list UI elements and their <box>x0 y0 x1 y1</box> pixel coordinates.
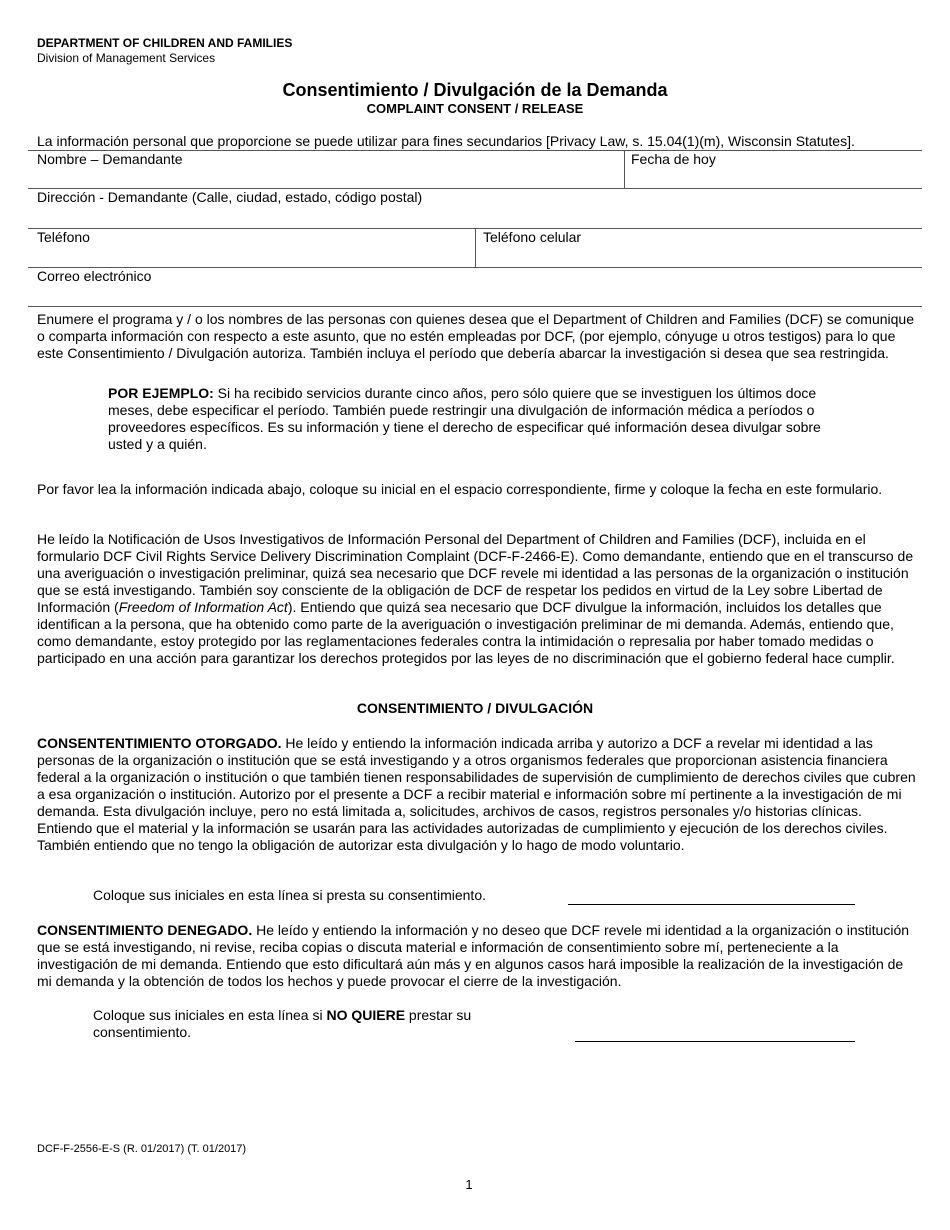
address-field[interactable]: Dirección - Demandante (Calle, ciudad, estado, código postal) <box>37 189 423 205</box>
consent-granted-lead: CONSENTENTIMIENTO OTORGADO. <box>37 735 282 751</box>
field-divider <box>28 306 922 307</box>
notice-text-2: ). Entiendo que quizá sea necesario que DCF divulgue la información, incluidos los detalles que identifican a la persona, que ha obtenido como parte de la averiguación o investigación preliminar de mi demanda. Además, entiendo que, como demandante, estoy protegido por las reglamentaciones federales contra la intimidación o represalia por haber tomado medidas o participado en una acción para garantizar los derechos protegidos por las leyes de no discriminación que el gobierno federal hace cumplir. <box>37 599 895 666</box>
consent-denied-prompt-a: Coloque sus iniciales en esta línea si <box>93 1007 327 1023</box>
consent-denied-prompt-b: prestar su consentimiento. <box>93 1007 472 1040</box>
notice-text-1: He leído la Notificación de Usos Investigativos de Información Personal del Department of Children and Families (DCF), incluida en el formulario DCF Civil Rights Service Delivery Discrimination Complaint (DCF-F-2466-E). Como demandante, entiendo que en el transcurso de una averiguación o investigación preliminar, quizá sea necesario que DCF revele mi identidad a las personas de la organización o institución que se está investigando. También soy consciente de la obligación de DCF de respetar los pedidos en virtud de la Ley sobre Libertad de Información ( <box>37 531 914 615</box>
email-field[interactable]: Correo electrónico <box>37 268 152 284</box>
division-name: Division of Management Services <box>37 51 216 65</box>
read-instructions: Por favor lea la información indicada abajo, coloque su inicial en el espacio correspondiente, firme y coloque la fecha en este formulario. <box>37 481 883 497</box>
date-field[interactable]: Fecha de hoy <box>631 151 716 167</box>
form-id: DCF-F-2556-E-S (R. 01/2017) (T. 01/2017) <box>37 1143 247 1155</box>
phone-field[interactable]: Teléfono <box>37 229 90 245</box>
form-title: Consentimiento / Divulgación de la Demanda <box>282 80 668 100</box>
section-heading: CONSENTIMIENTO / DIVULGACIÓN <box>356 700 594 716</box>
field-divider-vertical <box>624 150 625 188</box>
department-name: DEPARTMENT OF CHILDREN AND FAMILIES <box>37 36 293 50</box>
field-divider <box>28 267 922 268</box>
consent-granted-prompt: Coloque sus iniciales en esta línea si presta su consentimiento. <box>93 887 486 903</box>
consent-denied-text: He leído y entiendo la información y no deseo que DCF revele mi identidad a la organización o institución que se está investigando, ni revise, reciba copias o discuta material e información de consentimiento sobre mí, perteneciente a la investigación de mi demanda. Entiendo que esto dificultará aún más y en algunos casos hará imposible la realización de la investigación de mi demanda y la obtención de todos los hechos y puede provocar el cierre de la investigación. <box>37 922 910 989</box>
cell-phone-field[interactable]: Teléfono celular <box>483 229 582 245</box>
consent-granted-text: He leído y entiendo la información indicada arriba y autorizo a DCF a revelar mi identidad a las personas de la organización o institución que se está investigando y a otros organismos federales que proporcionan asistencia financiera federal a la organización o institución o que también tienen responsabilidades de supervisión de cumplimiento de derechos civiles que cubren a esa organización o institución. Autorizo por el presente a DCF a recibir material e información sobre mí pertinente a la investigación de mi demanda. Esta divulgación incluye, pero no está limitada a, solicitudes, archivos de casos, registros personales y/o historias clínicas. Entiendo que el material y la información se usarán para las actividades autorizadas de cumplimiento y ejecución de los derechos civiles. También entiendo que no tengo la obligación de autorizar esta divulgación y lo hago de modo voluntario. <box>37 735 916 853</box>
example-paragraph <box>108 385 843 453</box>
consent-denied-prompt <box>93 1007 508 1041</box>
consent-denied-lead: CONSENTIMIENTO DENEGADO. <box>37 922 253 938</box>
name-field[interactable]: Nombre – Demandante <box>37 151 183 167</box>
foia-name: Freedom of Information Act <box>118 599 288 615</box>
notice-paragraph <box>37 531 917 667</box>
consent-granted-initials-line[interactable] <box>568 904 855 905</box>
instructions-paragraph: Enumere el programa y / o los nombres de las personas con quienes desea que el Department of Children and Families (DCF) se comunique o comparta información con respecto a este asunto, que no estén empleadas por DCF, (por ejemplo, cónyuge u otros testigos) para lo que este Consentimiento / Divulgación autoriza. También incluya el período que debería abarcar la investigación si desea que sea restringida. <box>37 311 915 361</box>
consent-denied-prompt-bold: NO QUIERE <box>326 1007 406 1023</box>
form-subtitle: COMPLAINT CONSENT / RELEASE <box>366 101 584 116</box>
example-text: Si ha recibido servicios durante cinco años, pero sólo quiere que se investiguen los últimos doce meses, debe especificar el período. También puede restringir una divulgación de información médica a períodos o proveedores específicos. Es su información y tiene el derecho de especificar qué información desea divulgar sobre usted y a quién. <box>108 385 821 452</box>
consent-denied-paragraph <box>37 922 917 990</box>
consent-denied-initials-line[interactable] <box>575 1041 855 1042</box>
example-lead: POR EJEMPLO: <box>108 385 214 401</box>
consent-granted-paragraph <box>37 735 917 854</box>
field-divider-vertical <box>475 228 476 267</box>
privacy-notice: La información personal que proporcione se puede utilizar para fines secundarios [Privacy Law, s. 15.04(1)(m), Wisconsin Statutes]. <box>37 133 855 149</box>
page-number: 1 <box>465 1177 473 1192</box>
